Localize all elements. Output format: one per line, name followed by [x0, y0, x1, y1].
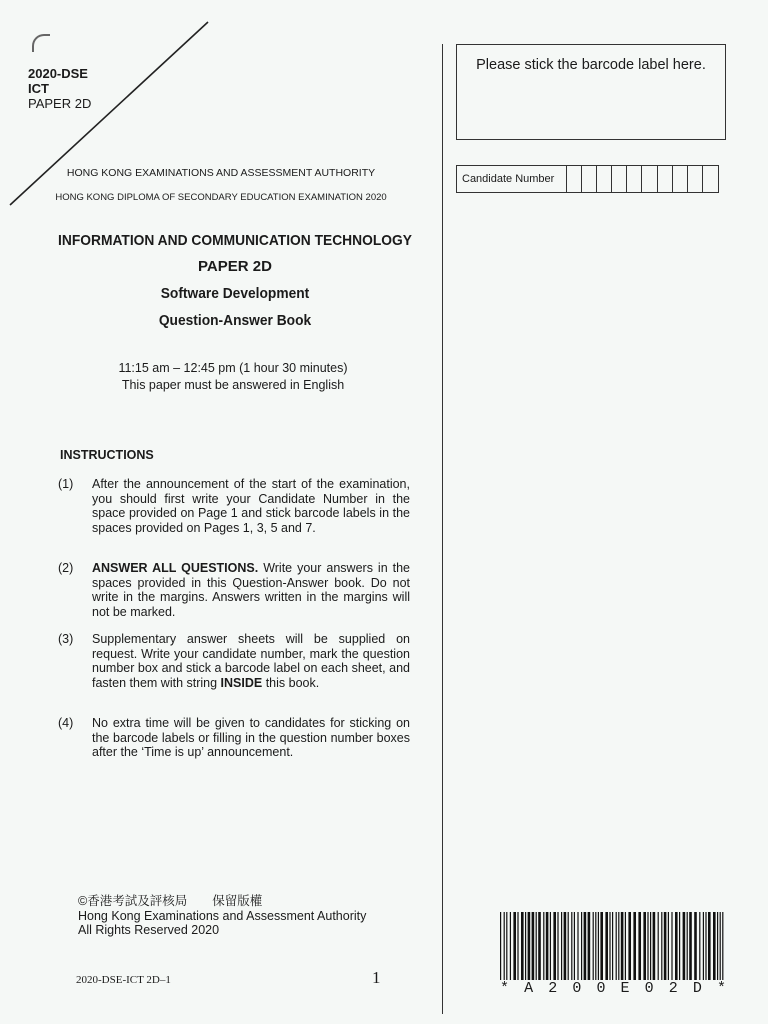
instruction-text	[92, 561, 410, 619]
candidate-number-box[interactable]	[642, 166, 657, 192]
barcode-bar	[689, 912, 692, 980]
copyright-block	[78, 894, 366, 938]
barcode-bar	[671, 912, 672, 980]
barcode-bar	[564, 912, 567, 980]
barcode-bar	[521, 912, 524, 980]
barcode-bar	[717, 912, 718, 980]
barcode-bar	[643, 912, 646, 980]
barcode-label-instruction: Please stick the barcode label here.	[476, 57, 706, 73]
module-title: Software Development	[160, 286, 310, 302]
copyright-rights: All Rights Reserved 2020	[78, 923, 220, 937]
paper-title: PAPER 2D	[198, 258, 272, 275]
barcode-bar	[720, 912, 721, 980]
copyright-english: Hong Kong Examinations and Assessment Authority	[78, 908, 367, 923]
instruction-part: Supplementary answer sheets will be supplied on request. Write your candidate number, mark the question number box and stick a barcode label on each sheet, and fasten them with string	[92, 632, 410, 690]
candidate-number-box[interactable]	[597, 166, 612, 192]
candidate-number-field[interactable]	[456, 165, 719, 193]
barcode-bar	[703, 912, 704, 980]
candidate-number-box[interactable]	[582, 166, 597, 192]
barcode-bar	[612, 912, 613, 980]
barcode-char: 0	[572, 980, 582, 997]
instruction-rest: Write your answers in the spaces provided in this Question-Answer book. Do not write in the margins. Answers written in the margins will not be marked.	[92, 561, 410, 619]
candidate-number-box[interactable]	[688, 166, 703, 192]
instruction-text: After the announcement of the start of the examination, you should first write your Candidate Number in the space provided on Page 1 and stick barcode labels in the spaces provided on Pages 1, 3, 5 and 7.	[92, 477, 410, 535]
barcode-bar	[546, 912, 549, 980]
barcode-bar	[536, 912, 537, 980]
barcode-bar	[584, 912, 587, 980]
candidate-number-box[interactable]	[627, 166, 642, 192]
instructions-heading: INSTRUCTIONS	[60, 448, 154, 462]
barcode-bar	[609, 912, 610, 980]
barcode-bar	[593, 912, 594, 980]
footer-code: 2020-DSE-ICT 2D–1	[76, 974, 171, 986]
instruction-bold: INSIDE	[220, 675, 263, 690]
subject-title: INFORMATION AND COMMUNICATION TECHNOLOGY	[58, 232, 412, 249]
barcode-char: 0	[644, 980, 654, 997]
instruction-item	[58, 716, 410, 762]
barcode-bar	[538, 912, 541, 980]
barcode-bar	[553, 912, 556, 980]
diagonal-corner-line	[8, 20, 218, 210]
barcode-bar	[550, 912, 551, 980]
barcode-char: A	[524, 980, 534, 997]
barcode-bar	[633, 912, 636, 980]
barcode-bar	[653, 912, 656, 980]
barcode-text	[500, 980, 726, 997]
barcode-bar	[679, 912, 680, 980]
barcode-bar	[605, 912, 608, 980]
barcode-bar	[618, 912, 619, 980]
candidate-number-label: Candidate Number	[457, 166, 567, 192]
barcode-char: D	[692, 980, 702, 997]
language-note: This paper must be answered in English	[121, 378, 345, 392]
barcode-bar	[708, 912, 711, 980]
barcode-bar	[628, 912, 631, 980]
exam-time: 11:15 am – 12:45 pm (1 hour 30 minutes)	[118, 361, 348, 375]
barcode-bar	[561, 912, 562, 980]
barcode-bar	[668, 912, 669, 980]
candidate-number-box[interactable]	[703, 166, 718, 192]
barcode-bar	[532, 912, 535, 980]
barcode-char: 2	[548, 980, 558, 997]
candidate-number-box[interactable]	[673, 166, 688, 192]
barcode-bar	[510, 912, 511, 980]
instruction-item	[58, 477, 410, 539]
instruction-item	[58, 561, 410, 621]
barcode-char: 0	[596, 980, 606, 997]
instruction-text	[92, 632, 410, 690]
barcode-bar	[683, 912, 686, 980]
vertical-divider	[442, 44, 443, 1014]
instruction-number: (2)	[58, 561, 74, 575]
subject-code: ICT	[28, 81, 49, 96]
barcode-char: *	[500, 980, 510, 997]
candidate-number-box[interactable]	[612, 166, 627, 192]
barcode-bar	[713, 912, 716, 980]
instruction-number: (4)	[58, 716, 74, 730]
page-number: 1	[372, 968, 381, 987]
barcode-bar	[588, 912, 591, 980]
barcode-bar	[647, 912, 648, 980]
barcode-bar	[581, 912, 582, 980]
instruction-part: this book.	[262, 675, 320, 690]
barcode-bar	[722, 912, 723, 980]
barcode-bar	[694, 912, 697, 980]
barcode-bar	[504, 912, 505, 980]
barcode-bar	[568, 912, 569, 980]
book-title: Question-Answer Book	[158, 313, 312, 329]
barcode-bar	[557, 912, 558, 980]
barcode-char: *	[716, 980, 726, 997]
barcode-bar	[621, 912, 624, 980]
exam-code: 2020-DSE	[28, 66, 88, 81]
instruction-item	[58, 632, 410, 694]
barcode-bar	[616, 912, 617, 980]
authority-name: HONG KONG EXAMINATIONS AND ASSESSMENT AUTHORITY	[66, 167, 376, 179]
barcode-bar	[577, 912, 578, 980]
barcode-bar	[543, 912, 544, 980]
instruction-number: (3)	[58, 632, 74, 646]
barcode-char: E	[620, 980, 630, 997]
instruction-text: No extra time will be given to candidates for sticking on the barcode labels or filling in the question number boxes after the ‘Time is up’ announcement.	[92, 716, 410, 759]
instruction-bold: ANSWER ALL QUESTIONS.	[92, 561, 259, 575]
barcode-bar	[595, 912, 596, 980]
barcode-bar	[500, 912, 501, 980]
barcode-bar	[598, 912, 599, 980]
paper-code: PAPER 2D	[28, 96, 92, 111]
paper-code-block	[28, 66, 91, 111]
barcode-bar	[574, 912, 575, 980]
barcode-bar	[658, 912, 659, 980]
barcode-bar	[699, 912, 700, 980]
barcode-bar	[600, 912, 603, 980]
barcode-char: 2	[668, 980, 678, 997]
barcode-label-box[interactable]	[456, 44, 726, 140]
barcode-bar	[571, 912, 572, 980]
barcode-bar	[525, 912, 526, 980]
barcode-bar	[705, 912, 706, 980]
candidate-number-box[interactable]	[658, 166, 673, 192]
barcode-bar	[528, 912, 531, 980]
barcode-bar	[687, 912, 688, 980]
instruction-number: (1)	[58, 477, 74, 491]
barcode-bar	[664, 912, 667, 980]
barcode-bar	[506, 912, 507, 980]
barcode-bar	[513, 912, 516, 980]
barcode-bar	[650, 912, 651, 980]
barcode-bar	[661, 912, 662, 980]
barcode-bar	[638, 912, 641, 980]
barcode-image	[500, 912, 726, 980]
barcode-bar	[675, 912, 678, 980]
exam-name: HONG KONG DIPLOMA OF SECONDARY EDUCATION EXAMINATION 2020	[55, 192, 387, 203]
barcode-bar	[517, 912, 518, 980]
copyright-chinese: ©香港考試及評核局 保留版權	[78, 894, 263, 908]
barcode-bar	[625, 912, 626, 980]
candidate-number-box[interactable]	[567, 166, 582, 192]
